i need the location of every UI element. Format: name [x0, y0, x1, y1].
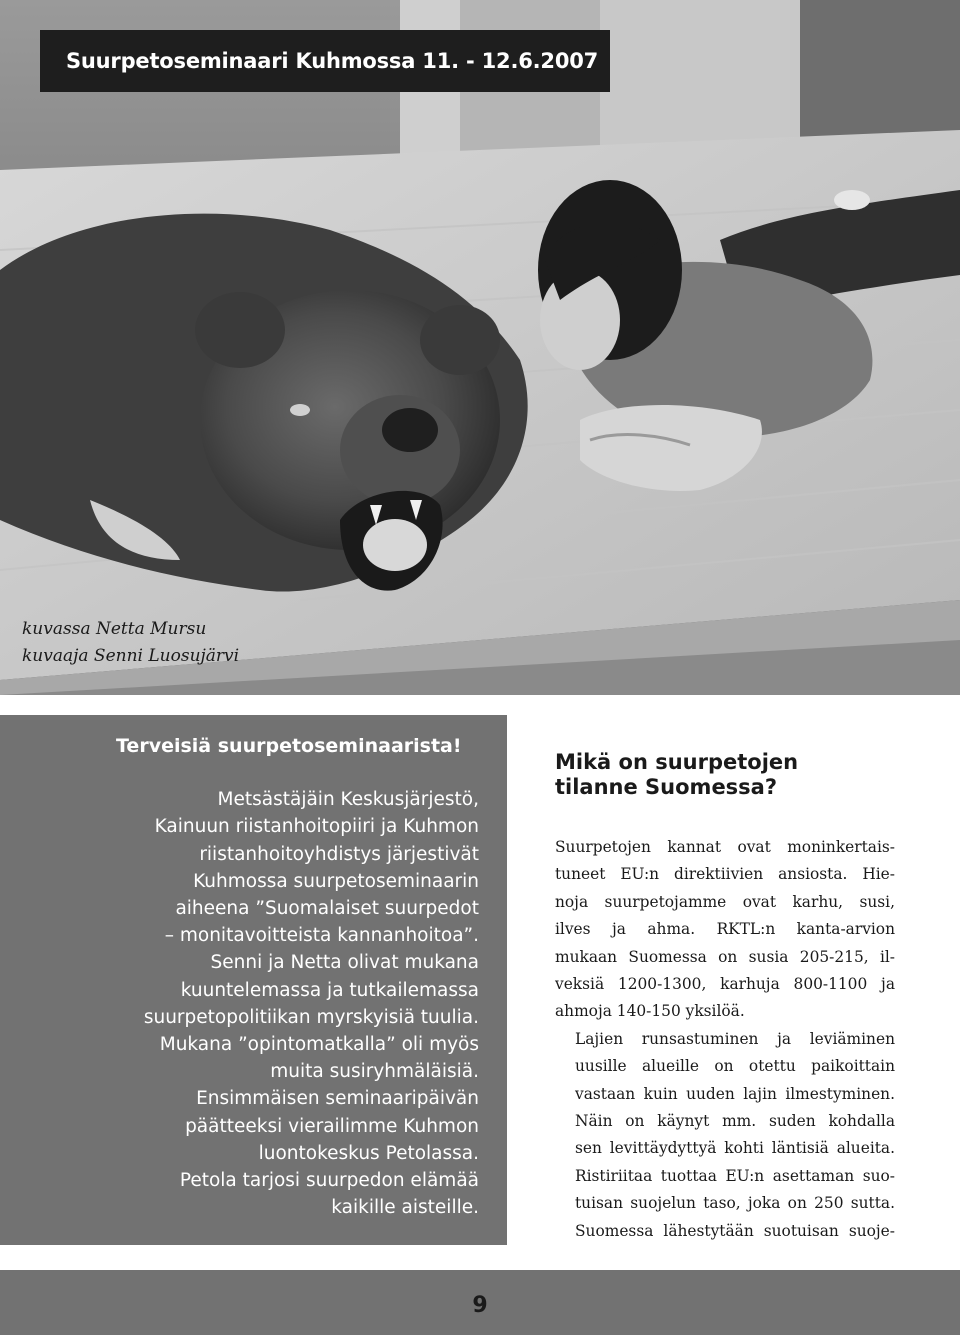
greeting-line: Metsästäjäin Keskusjärjestö, [217, 789, 479, 811]
caption-subject: kuvassa Netta Mursu [22, 619, 207, 639]
article-line: sen levittäydyttyä kohti läntisiä alueita. [575, 1139, 895, 1158]
greeting-line: päätteeksi vierailimme Kuhmon [185, 1115, 479, 1137]
greeting-line: aiheena ”Suomalaiset suurpedot [175, 898, 479, 920]
greeting-line: suurpetopolitiikan myrskyisiä tuulia. [143, 1006, 479, 1028]
article-line: vastaan kuin uuden lajin ilmestyminen. [575, 1084, 895, 1103]
greeting-line: luontokeskus Petolassa. [258, 1142, 479, 1164]
article-body [555, 834, 895, 1245]
page-number: 9 [472, 1293, 488, 1318]
photo-caption [22, 616, 239, 670]
article-heading-line: tilanne Suomessa? [555, 775, 778, 799]
greeting-line: Kuhmossa suurpetoseminaarin [193, 870, 479, 892]
article-line: uusille alueille on otettu paikoittain [575, 1057, 895, 1076]
greeting-heading: Terveisiä suurpetoseminaarista! [116, 735, 462, 757]
caption-photographer: kuvaaja Senni Luosujärvi [22, 646, 240, 666]
article-line: mukaan Suomessa on susia 205-215, il- [555, 947, 895, 966]
greeting-line: muita susiryhmäläisiä. [270, 1061, 479, 1083]
greeting-line: Ensimmäisen seminaaripäivän [196, 1088, 479, 1110]
greeting-line: kuuntelemassa ja tutkailemassa [180, 979, 479, 1001]
article-line: veksiä 1200-1300, karhuja 800-1100 ja [555, 975, 895, 994]
article-line: Ristiriitaa tuottaa EU:n asettaman suo- [575, 1166, 895, 1185]
article-heading-line: Mikä on suurpetojen [555, 750, 799, 774]
article-heading [555, 750, 895, 800]
greeting-line: Kainuun riistanhoitopiiri ja Kuhmon [154, 816, 479, 838]
article-line: tuneet EU:n direktiivien ansiosta. Hie- [555, 865, 895, 884]
article-line: noja suurpetojamme ovat karhu, susi, [555, 892, 895, 911]
article-line: Lajien runsastuminen ja leviäminen [575, 1029, 895, 1048]
greeting-line: Petola tarjosi suurpedon elämää [179, 1170, 479, 1192]
greeting-line: – monitavoitteista kannanhoitoa”. [164, 925, 479, 947]
article-paragraph [555, 1026, 895, 1245]
footer-bar [0, 1270, 960, 1335]
article-line: Näin on käynyt mm. suden kohdalla [575, 1112, 895, 1131]
article-line: Suurpetojen kannat ovat moninkertais- [555, 838, 895, 856]
article-line: ilves ja ahma. RKTL:n kanta-arvion [555, 920, 895, 939]
greeting-line: Senni ja Netta olivat mukana [210, 952, 479, 974]
article-line: Suomessa lähestytään suotuisan suoje- [575, 1221, 895, 1240]
greeting-line: Mukana ”opintomatkalla” oli myös [159, 1034, 479, 1056]
greeting-panel [0, 715, 507, 1245]
article-line: ahmoja 140-150 yksilöä. [555, 1002, 745, 1021]
greeting-text [30, 786, 479, 1221]
article-column [555, 750, 895, 1245]
page-title: Suurpetoseminaari Kuhmossa 11. - 12.6.2007 [40, 30, 610, 92]
article-paragraph [555, 834, 895, 1026]
greeting-line: riistanhoitoyhdistys järjestivät [199, 843, 479, 865]
article-line: tuisan suojelun taso, joka on 250 sutta. [575, 1194, 895, 1213]
greeting-line: kaikille aisteille. [331, 1197, 479, 1219]
